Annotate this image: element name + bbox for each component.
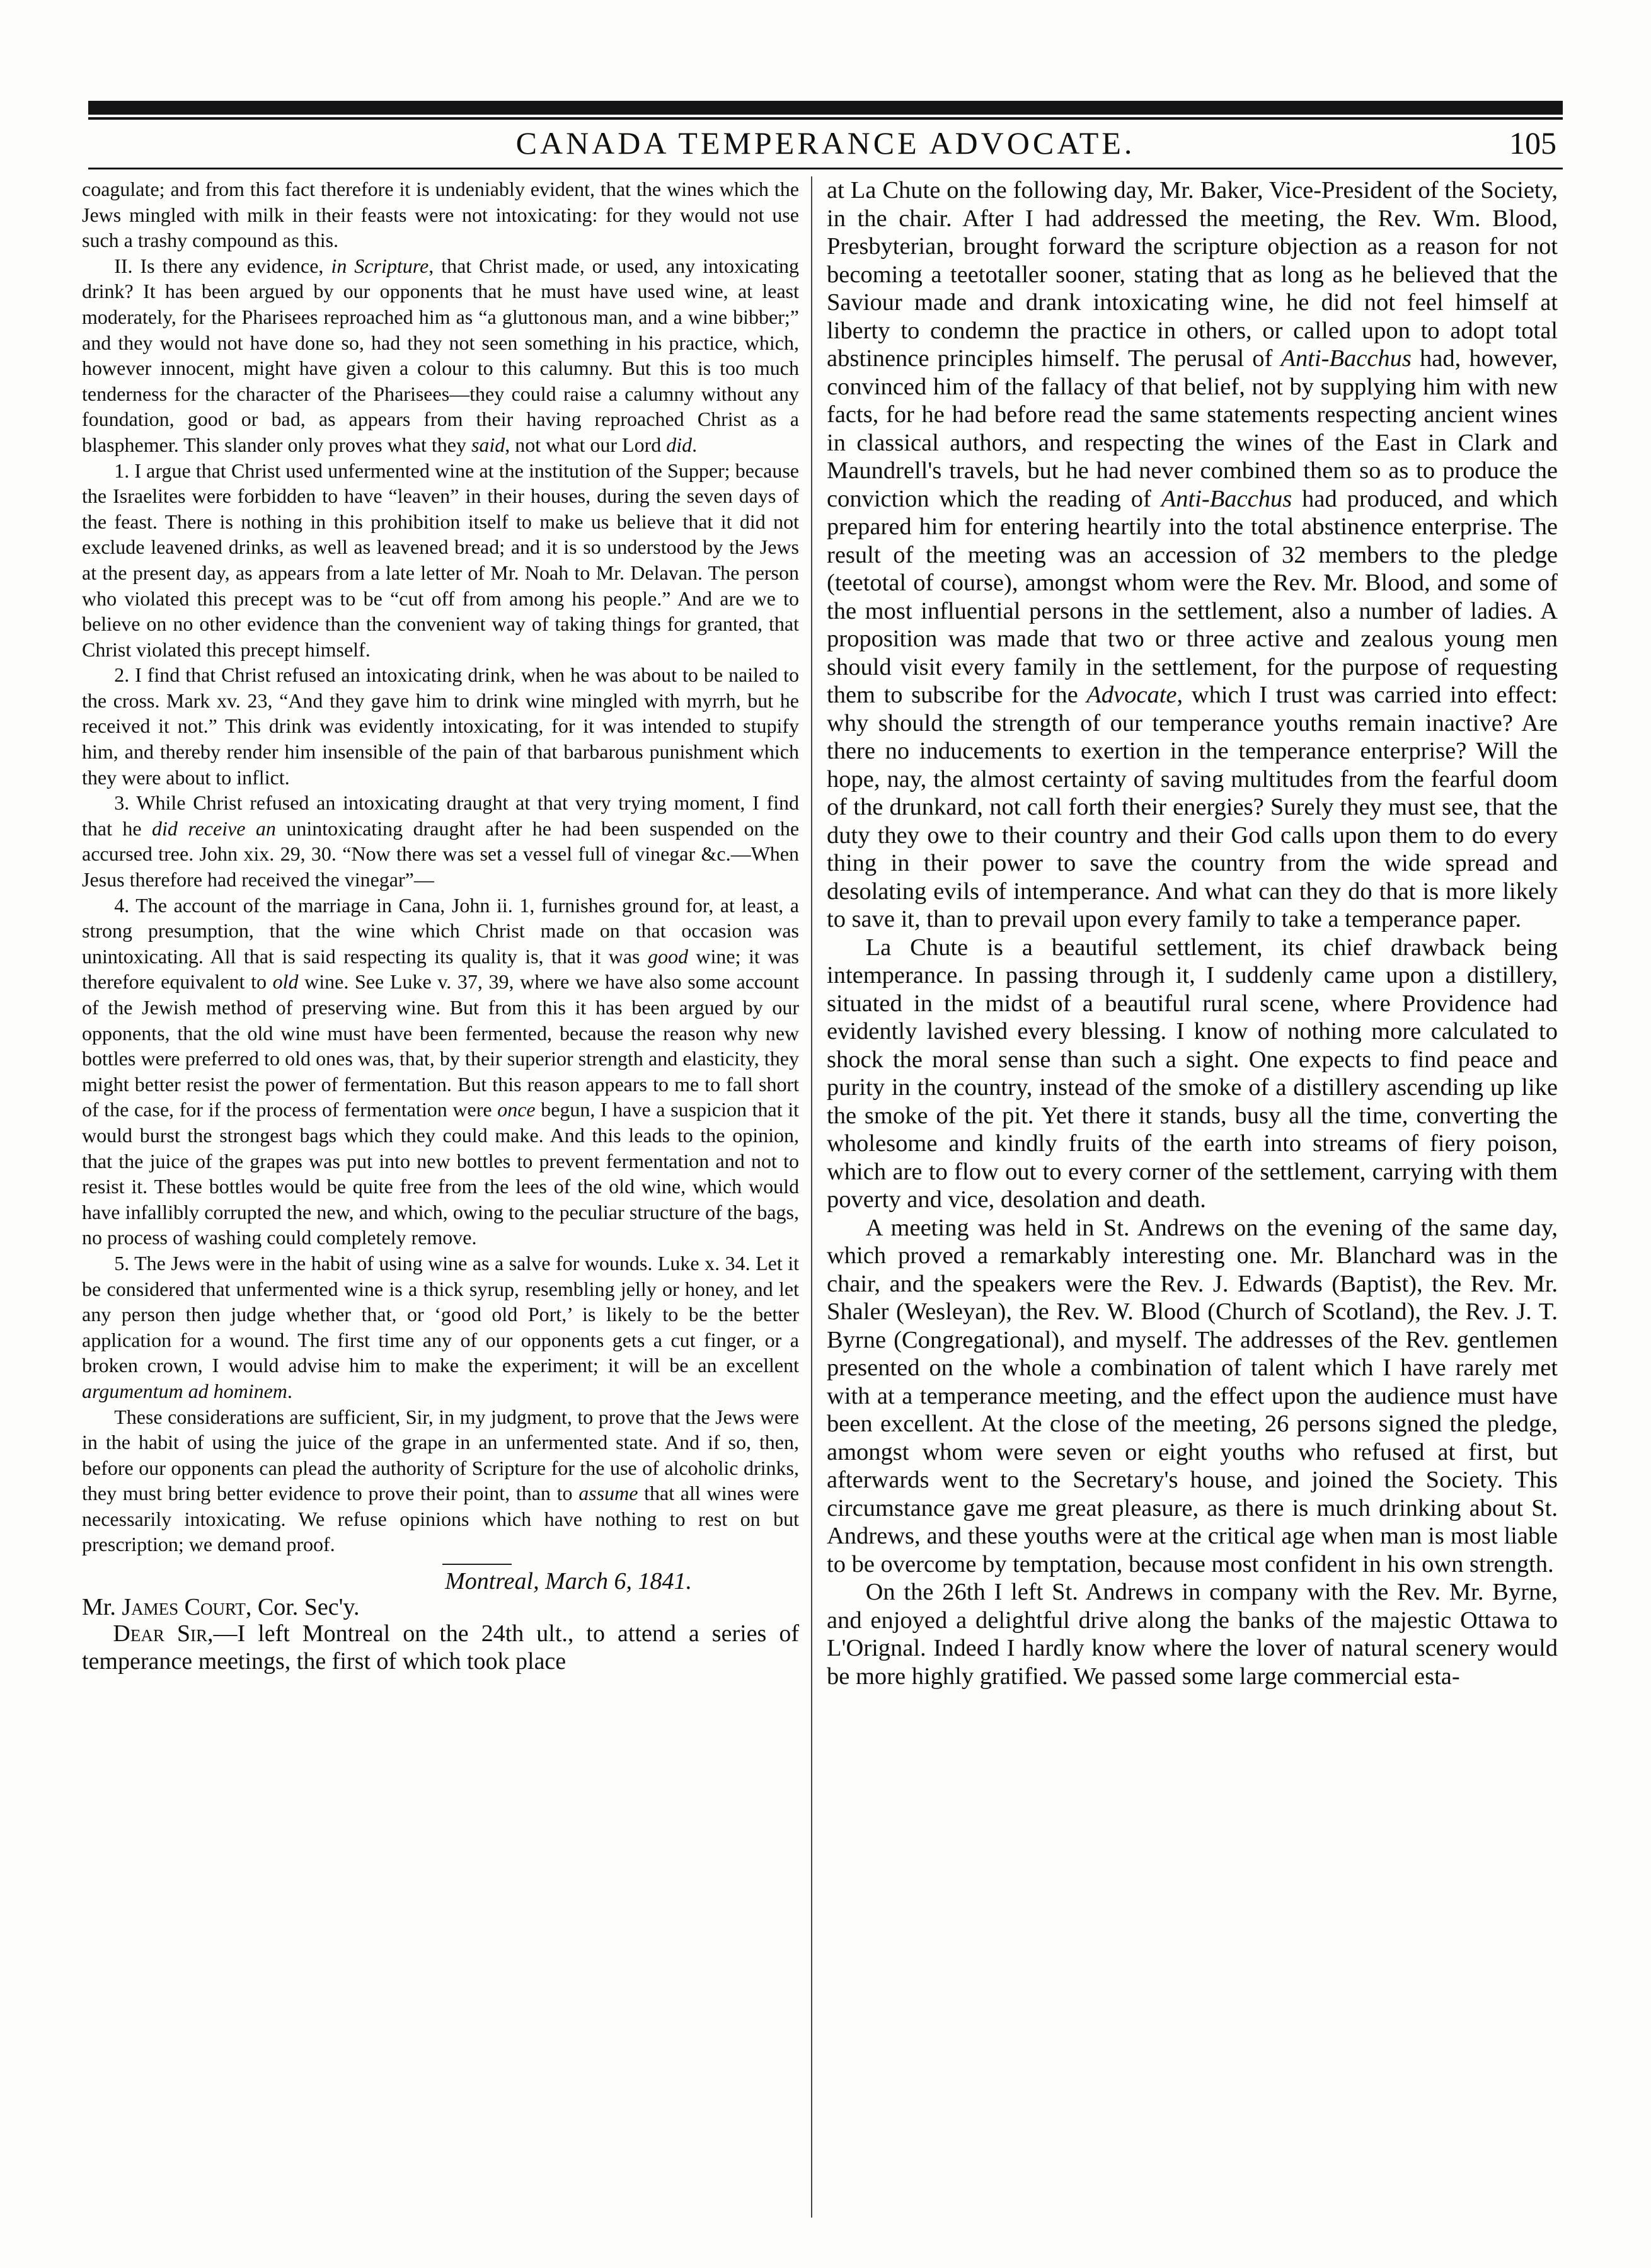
paragraph-ottawa-drive: On the 26th I left St. Andrews in company with the Rev. Mr. Byrne, and enjoyed a delightful drive along the banks of the majestic Ottawa to L'Orignal. Indeed I hardly know where the lover of natural scenery would be more highly gratified. We passed some large commercial esta- xyxy=(827,1579,1558,1690)
column-divider xyxy=(811,176,812,2218)
letter-salutation: Dear Sir,—I left Montreal on the 24th ult., to attend a series of temperance meetings, the first of which took place xyxy=(82,1620,800,1675)
paragraph-considerations: These considerations are sufficient, Sir, in my judgment, to prove that the Jews were in the habit of using the juice of the grape in an unfermented state. And if so, then, before our opponents can plead the authority of Scripture for the use of alcoholic drinks, they must bring better evidence to prove their point, than to assume that all wines were necessarily intoxicating. We refuse opinions which have nothing to rest on but prescription; we demand proof. xyxy=(82,1405,800,1556)
paragraph-la-chute-distillery: La Chute is a beautiful settlement, its chief drawback being intemperance. In passing through it, I suddenly came upon a distillery, situated in the midst of a beautiful rural scene, where Providence had evidently lavished every blessing. I know of nothing more calculated to shock the moral sense than such a sight. One expects to find peace and purity in the country, instead of the smoke of a distillery ascending up like the smoke of the pit. Yet there it stands, busy all the time, converting the wholesome and kindly fruits of the earth into streams of fiery poison, which are to flow out to every corner of the settlement, carrying with them poverty and vice, desolation and death. xyxy=(827,934,1558,1213)
running-header xyxy=(88,125,1563,169)
paragraph-la-chute-meeting: at La Chute on the following day, Mr. Baker, Vice-President of the Society, in the chair. After I had addressed the meeting, the Rev. Wm. Blood, Presbyterian, brought forward the scripture objection as a reason for not becoming a teetotaller sooner, stating that as long as he believed that the Saviour made and drank intoxicating wine, he did not feel himself at liberty to condemn the practice in others, or called upon to adopt total abstinence principles himself. The perusal of Anti-Bacchus had, however, convinced him of the fallacy of that belief, not by supplying him with new facts, for he had before read the same statements respecting ancient wines in classical authors, and respecting the wines of the East in Clark and Maundrell's travels, but he had never combined them so as to produce the conviction which the reading of Anti-Bacchus had produced, and which prepared him for entering heartily into the total abstinence enterprise. The result of the meeting was an accession of 32 members to the pledge (teetotal of course), amongst whom were the Rev. Mr. Blood, and some of the most influential persons in the settlement, also a number of ladies. A proposition was made that two or three active and zealous young men should visit every family in the settlement, for the purpose of requesting them to subscribe for the Advocate, which I trust was carried into effect: why should the strength of our temperance youths remain inactive? Are there no inducements to exertion in the temperance enterprise? Will the hope, nay, the almost certainty of saving multitudes from the fearful doom of the drunkard, not call forth their energies? Surely they must see, that the duty they owe to their country and their God calls upon them to do every thing in their power to save the country from the wide spread and desolating evils of intemperance. And what can they do that is more likely to save it, than to prevail upon every family to take a temperance paper. xyxy=(827,177,1558,932)
dateline: Montreal, March 6, 1841. xyxy=(445,1568,692,1595)
page-number: 105 xyxy=(1509,125,1556,161)
left-column xyxy=(82,176,799,1675)
paragraph-point-2: 2. I find that Christ refused an intoxicating drink, when he was about to be nailed to the cross. Mark xv. 23, “And they gave him to drink wine mingled with myrrh, but he received it not.” This drink was evidently intoxicating, for it was intended to stupify him, and thereby render him insensible of the pain of that barbarous punishment which they were about to inflict. xyxy=(82,663,799,789)
publication-title: CANADA TEMPERANCE ADVOCATE. xyxy=(515,125,1136,161)
header-thin-rule xyxy=(88,117,1563,120)
header-bottom-rule xyxy=(88,168,1563,169)
letter-addressee: Mr. James Court, Cor. Sec'y. xyxy=(82,1593,360,1620)
paragraph-point-1: 1. I argue that Christ used unfermented wine at the institution of the Supper; because the Israelites were forbidden to have “leaven” in their houses, during the seven days of the feast. There is nothing in this prohibition itself to make us believe that it did not exclude leavened drinks, as well as leavened bread; and it is so understood by the Jews at the present day, as appears from a late letter of Mr. Noah to Mr. Delavan. The person who violated this precept was to be “cut off from among his people.” And are we to believe on no other evidence than the convenient way of taking things for granted, that Christ violated this precept himself. xyxy=(82,459,799,661)
paragraph-point-3: 3. While Christ refused an intoxicating draught at that very trying moment, I find that he did receive an unintoxicating draught after he had been suspended on the accursed tree. John xix. 29, 30. “Now there was set a vessel full of vinegar &c.—When Jesus therefore had received the vinegar”— xyxy=(82,791,800,891)
paragraph-st-andrews-meeting: A meeting was held in St. Andrews on the evening of the same day, which proved a remarkably interesting one. Mr. Blanchard was in the chair, and the speakers were the Rev. J. Edwards (Baptist), the Rev. Mr. Shaler (Wesleyan), the Rev. W. Blood (Church of Scotland), the Rev. J. T. Byrne (Congregational), and myself. The addresses of the Rev. gentlemen presented on the whole a combination of talent which I have rarely met with at a temperance meeting, and the effect upon the audience must have been excellent. At the close of the meeting, 26 persons signed the pledge, amongst whom were seven or eight youths who refused at first, but afterwards went to the Secretary's house, and joined the Society. This circumstance gave me great pleasure, as there is much drinking about St. Andrews, and these youths were at the critical age when man is most liable to be overcome by temptation, because most confident in his own strength. xyxy=(827,1214,1558,1578)
right-column xyxy=(827,176,1558,1690)
signature-rule xyxy=(442,1564,512,1565)
paragraph-coagulate: coagulate; and from this fact therefore it is undeniably evident, that the wines which the Jews mingled with milk in their feasts were not intoxicating: for they would not use such a trashy compound as this. xyxy=(82,178,799,252)
header-thick-rule xyxy=(88,101,1563,115)
paragraph-point-4: 4. The account of the marriage in Cana, John ii. 1, furnishes ground for, at least, a strong presumption, that the wine which Christ made on that occasion was unintoxicating. All that is said respecting its quality is, that it was good wine; it was therefore equivalent to old wine. See Luke v. 37, 39, where we have also some account of the Jewish method of preserving wine. But from this it has been argued by our opponents, that the old wine must have been fermented, because the reason why new bottles were preferred to old ones was, that, by their superior strength and elasticity, they might better resist the power of fermentation. But this reason appears to me to fall short of the case, for if the process of fermentation were once begun, I have a suspicion that it would burst the strongest bags which they could make. And this leads to the opinion, that the juice of the grapes was put into new bottles to prevent fermentation and not to resist it. These bottles would be quite free from the lees of the old wine, which would have infallibly corrupted the new, and which, owing to the peculiar structure of the bags, no process of washing could completely remove. xyxy=(82,893,800,1249)
paragraph-scripture-evidence: II. Is there any evidence, in Scripture, that Christ made, or used, any intoxicating drink? It has been argued by our opponents that he must have used wine, at least moderately, for the Pharisees reproached him as “a gluttonous man, and a wine bibber;” and they would not have done so, had they not seen something in his practice, which, however innocent, might have given a colour to this calumny. But this is too much tenderness for the character of the Pharisees—they could raise a calumny without any foundation, good or bad, as appears from their having reproached Christ as a blasphemer. This slander only proves what they said, not what our Lord did. xyxy=(82,254,800,456)
paragraph-point-5: 5. The Jews were in the habit of using wine as a salve for wounds. Luke x. 34. Let it be considered that unfermented wine is a thick syrup, resembling jelly or honey, and let any person then judge whether that, or ‘good old Port,’ is likely to be the better application for a wound. The first time any of our opponents gets a cut finger, or a broken crown, I would advise him to make the experiment; it will be an excellent argumentum ad hominem. xyxy=(82,1251,799,1402)
